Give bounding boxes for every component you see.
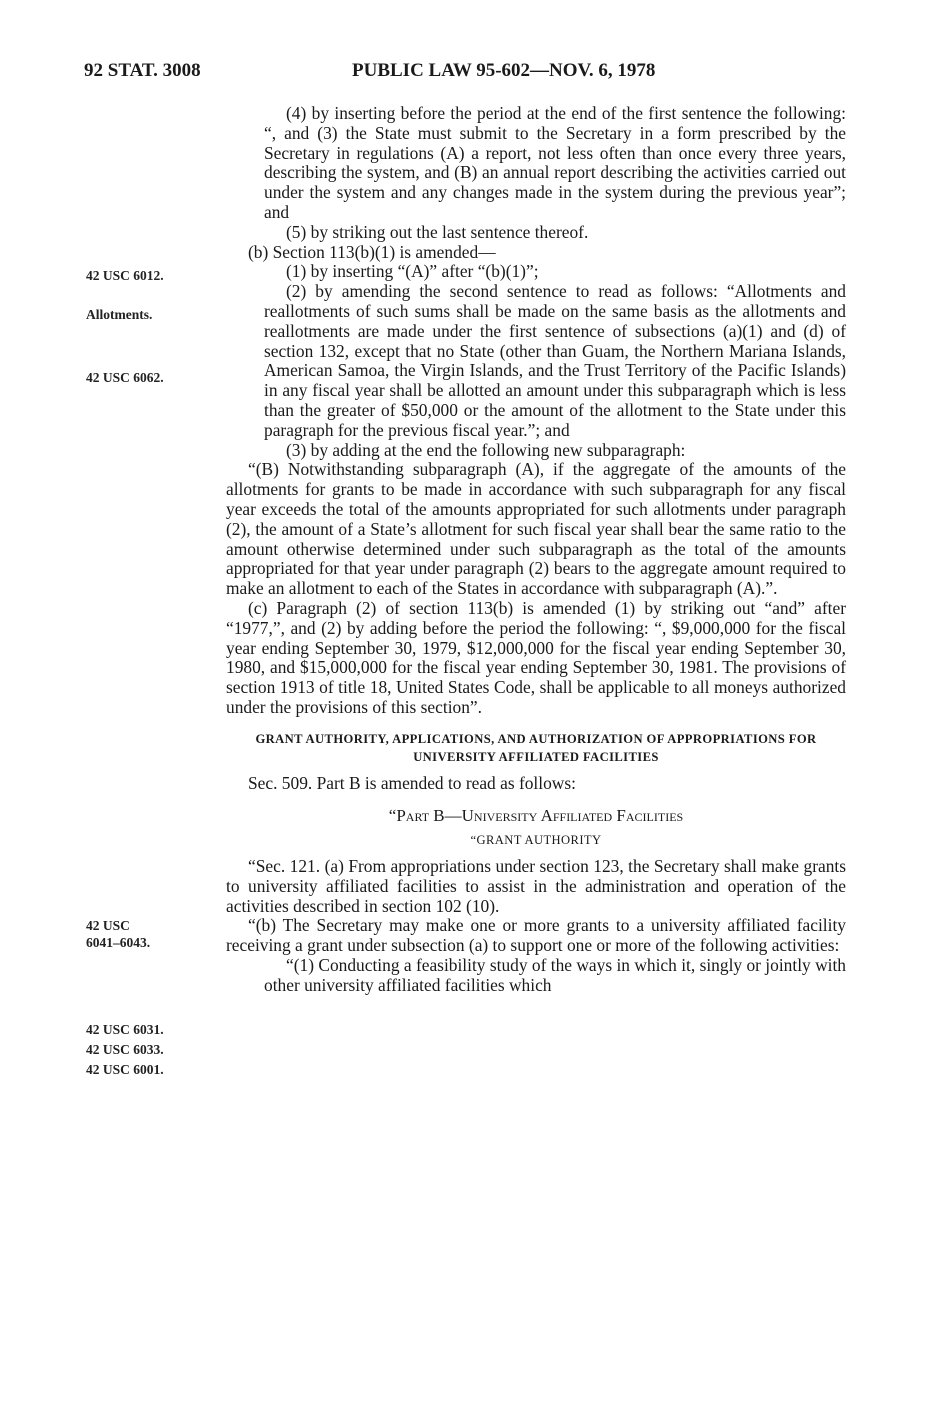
paragraph: “(b) The Secretary may make one or more grants to a university affiliated facility receiving a grant under subsection (a) to support one or more of the following activities: xyxy=(226,915,846,956)
margin-citation-continued: 6041–6043. xyxy=(86,935,151,950)
paragraph: (5) by striking out the last sentence thereof. xyxy=(286,221,589,242)
margin-note-allotments: Allotments. xyxy=(86,307,153,322)
paragraph: “(1) Conducting a feasibility study of the ways in which it, singly or jointly with other university affiliated facilities which xyxy=(264,955,846,995)
paragraph: (b) Section 113(b)(1) is amended— xyxy=(248,241,496,262)
paragraph: “Sec. 121. (a) From appropriations under section 123, the Secretary shall make grants to university affiliated facilities to assist in the administration and operation of the activities described in section 102 (10). xyxy=(226,856,846,916)
section-paragraph: Sec. 509. Part B is amended to read as follows: xyxy=(248,772,576,793)
margin-citation: 42 USC 6012. xyxy=(86,268,164,283)
paragraph: (1) by inserting “(A)” after “(b)(1)”; xyxy=(286,261,539,282)
margin-citation: 42 USC 6031. xyxy=(86,1022,164,1037)
paragraph: (2) by amending the second sentence to read as follows: “Allotments and reallotments of such sums shall be made on the same basis as the allotments and reallotments are made under the first sentence of subsections (a)(1) and (d) of section 132, except that no State (other than Guam, the Northern Mariana Islands, American Samoa, the Virgin Islands, and the Trust Territory of the Pacific Islands) in any fiscal year shall be allotted an amount under this subparagraph which is less than the greater of $50,000 or the amount of the allotment to the State under this paragraph for the previous fiscal year.”; and xyxy=(264,281,846,440)
margin-citation: 42 USC xyxy=(86,918,130,933)
margin-citation: 42 USC 6001. xyxy=(86,1062,164,1077)
margin-citation: 42 USC 6033. xyxy=(86,1042,164,1057)
paragraph: “(B) Notwithstanding subparagraph (A), if the aggregate of the amounts of the allotments for grants to be made in accordance with such subparagraph for any fiscal year exceeds the total of the amounts appropriated for such allotments under paragraph (2), the amount of a State’s allotment for such fiscal year shall bear the same ratio to the amount otherwise determined under such subparagraph as the total of the amounts appropriated for that year under paragraph (2) bears to the aggregate amount required to make an allotment to each of the States in accordance with subparagraph (A).”. xyxy=(226,459,846,599)
statute-body xyxy=(226,104,846,996)
part-title: “Part B—University Affiliated Facilities xyxy=(388,805,684,825)
paragraph: (4) by inserting before the period at the end of the first sentence the following: “, and (3) the State must submit to the Secretary in a form prescribed by the Secretary in regulations (A) a report, not less often than once every three years, describing the system, and (B) an annual report describing the activities carried out under the system and any changes made in the system during the previous year”; and xyxy=(264,103,846,222)
running-header: PUBLIC LAW 95-602—NOV. 6, 1978 xyxy=(352,60,656,81)
subheading: “GRANT AUTHORITY xyxy=(470,833,602,848)
section-heading: GRANT AUTHORITY, APPLICATIONS, AND AUTHORIZATION OF APPROPRIATIONS FOR UNIVERSITY AFFILIATED FACILITIES xyxy=(255,731,817,764)
margin-citation: 42 USC 6062. xyxy=(86,370,164,385)
paragraph: (c) Paragraph (2) of section 113(b) is amended (1) by striking out “and” after “1977,”, and (2) by adding before the period the following: “, $9,000,000 for the fiscal year ending September 30, 1979, $12,000,000 for the fiscal year ending September 30, 1980, and $15,000,000 for the fiscal year ending September 30, 1981. The provisions of section 1913 of title 18, United States Code, shall be applicable to all moneys authorized under the provisions of this section”. xyxy=(226,597,846,717)
paragraph: (3) by adding at the end the following new subparagraph: xyxy=(286,439,686,460)
statute-page-number: 92 STAT. 3008 xyxy=(84,60,201,81)
